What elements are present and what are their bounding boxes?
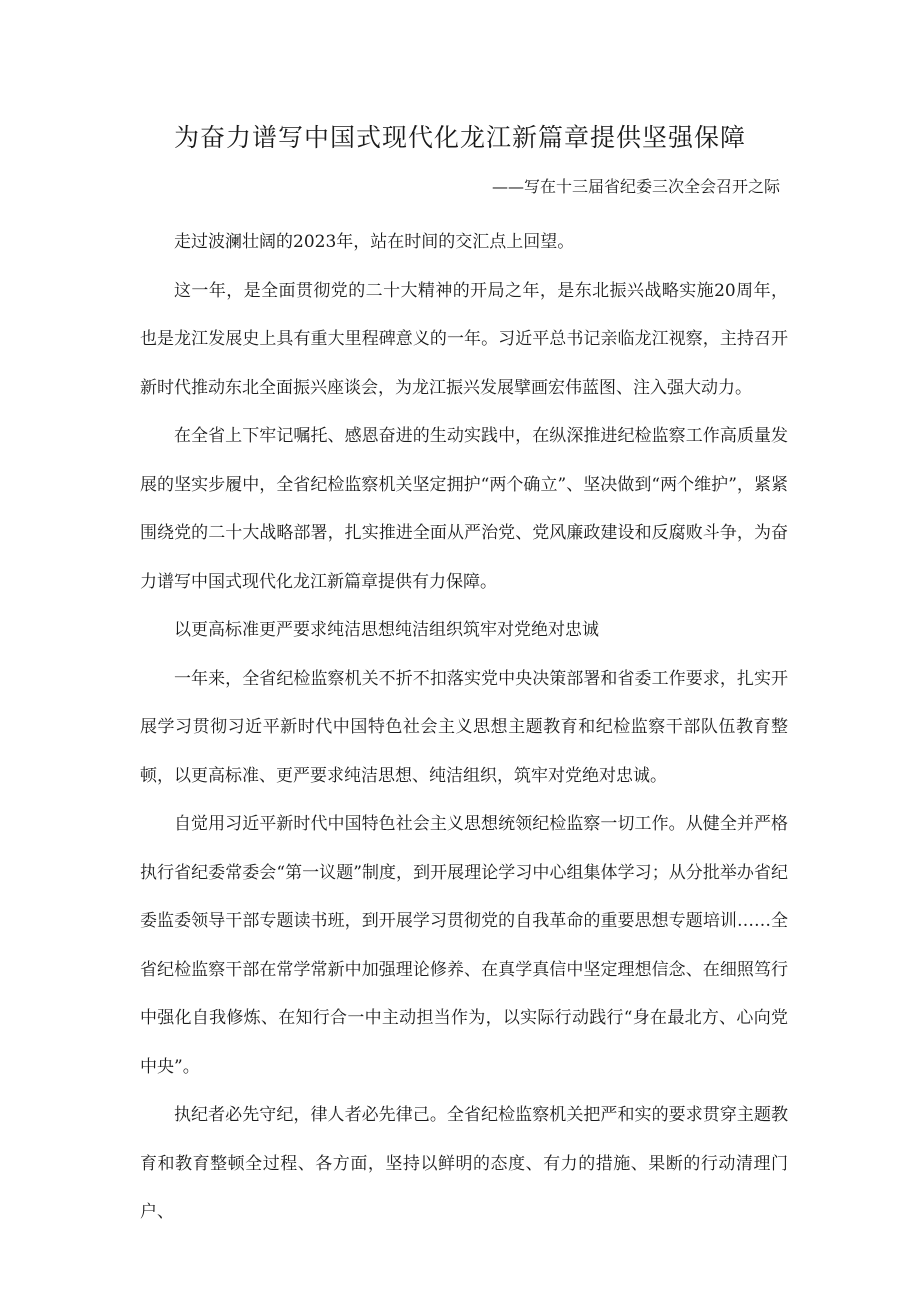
paragraph: 一年来，全省纪检监察机关不折不扣落实党中央决策部署和省委工作要求，扎实开展学习贯彻习近平新时代中国特色社会主义思想主题教育和纪检监察干部队伍教育整顿，以更高标准、更严要求纯洁思想、纯洁组织，筑牢对党绝对忠诚。	[140, 668, 788, 786]
paragraph: 在全省上下牢记嘱托、感恩奋进的生动实践中，在纵深推进纪检监察工作高质量发展的坚实步履中，全省纪检监察机关坚定拥护“两个确立”、坚决做到“两个维护”，紧紧围绕党的二十大战略部署，扎实推进全面从严治党、党风廉政建设和反腐败斗争，为奋力谱写中国式现代化龙江新篇章提供有力保障。	[140, 426, 788, 592]
paragraph: 执纪者必先守纪，律人者必先律己。全省纪检监察机关把严和实的要求贯穿主题教育和教育整顿全过程、各方面，坚持以鲜明的态度、有力的措施、果断的行动清理门户、	[140, 1105, 788, 1222]
paragraph: 走过波澜壮阔的2023年，站在时间的交汇点上回望。	[174, 232, 575, 252]
document-title: 为奋力谱写中国式现代化龙江新篇章提供坚强保障	[173, 123, 746, 152]
paragraph: 这一年，是全面贯彻党的二十大精神的开局之年，是东北振兴战略实施20周年，也是龙江发展史上具有重大里程碑意义的一年。习近平总书记亲临龙江视察，主持召开新时代推动东北全面振兴座谈会，为龙江振兴发展擘画宏伟蓝图、注入强大动力。	[140, 280, 788, 398]
document-subtitle: ——写在十三届省纪委三次全会召开之际	[491, 177, 780, 196]
document-body	[140, 218, 788, 1237]
paragraph: 自觉用习近平新时代中国特色社会主义思想统领纪检监察一切工作。从健全并严格执行省纪委常委会“第一议题”制度，到开展理论学习中心组集体学习；从分批举办省纪委监委领导干部专题读书班，到开展学习贯彻党的自我革命的重要思想专题培训……全省纪检监察干部在常学常新中加强理论修养、在真学真信中坚定理想信念、在细照笃行中强化自我修炼、在知行合一中主动担当作为，以实际行动践行“身在最北方、心向党中央”。	[140, 814, 788, 1077]
section-heading: 以更高标准更严要求纯洁思想纯洁组织筑牢对党绝对忠诚	[174, 620, 599, 640]
